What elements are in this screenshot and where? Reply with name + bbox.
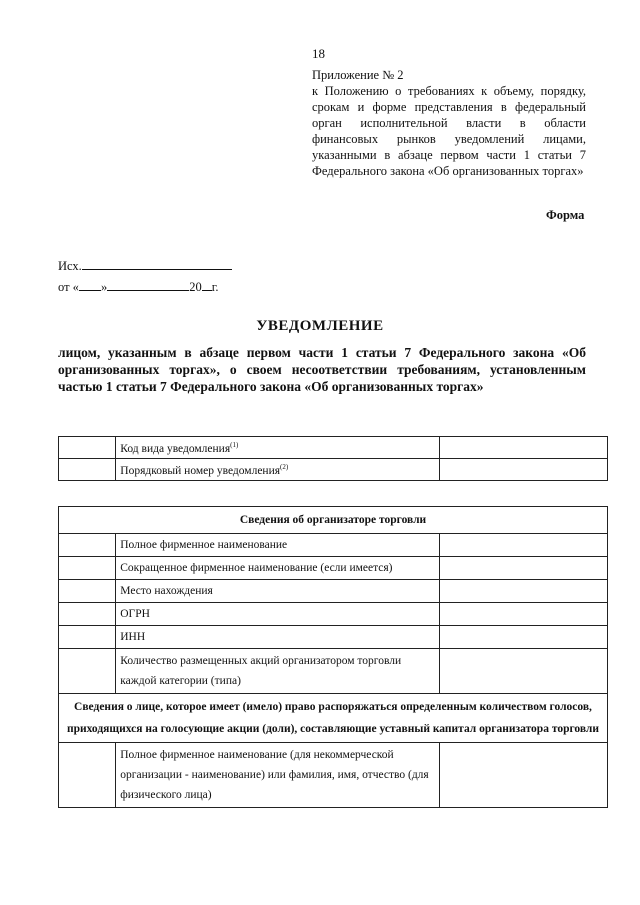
- date-line: [58, 278, 219, 295]
- date-day-field[interactable]: [79, 278, 101, 291]
- outgoing-number-field[interactable]: [82, 257, 232, 270]
- row-label: Сокращенное фирменное наименование (если имеется): [116, 557, 440, 580]
- row-label: Количество размещенных акций организатором торговли каждой категории (типа): [116, 649, 440, 694]
- table-row: [59, 626, 608, 649]
- organizer-info-table: [58, 506, 608, 808]
- value-cell[interactable]: [439, 580, 607, 603]
- table-cell: [116, 437, 439, 459]
- date-prefix: от «: [58, 280, 79, 294]
- date-mid: »: [100, 280, 108, 294]
- date-year-prefix: 20: [189, 280, 202, 294]
- table-row: [59, 557, 608, 580]
- table-cell: [59, 626, 116, 649]
- table-row: [59, 580, 608, 603]
- value-cell[interactable]: [439, 557, 607, 580]
- row-label: ИНН: [116, 626, 440, 649]
- page-number: 18: [312, 46, 325, 61]
- document-title: УВЕДОМЛЕНИЕ: [256, 318, 384, 334]
- section-header: Сведения об организаторе торговли: [59, 507, 608, 534]
- table-row: [59, 459, 608, 481]
- date-suffix: г.: [211, 280, 219, 294]
- appendix-text: к Положению о требованиях к объему, порядку, срокам и форме представления в федеральный орган исполнительной власти в области финансовых рынков уведомлений лицами, указанными в абзаце первом части 1 статьи 7 Федерального закона «Об организованных торгах»: [312, 84, 586, 178]
- date-month-field[interactable]: [107, 278, 189, 291]
- table-cell: [59, 603, 116, 626]
- row-label: Код вида уведомления: [120, 442, 231, 455]
- table-cell: [59, 649, 116, 694]
- table-cell: [59, 580, 116, 603]
- table-cell: [59, 557, 116, 580]
- outgoing-number-line: [58, 257, 232, 274]
- table-row: [59, 743, 608, 808]
- value-cell[interactable]: [439, 649, 607, 694]
- table-row: [59, 603, 608, 626]
- value-cell[interactable]: [439, 437, 607, 459]
- footnote-marker: (1): [230, 440, 239, 449]
- row-label: Полное фирменное наименование (для некоммерческой организации - наименование) или фамилия, имя, отчество (для физического лица): [116, 743, 440, 808]
- table-cell: [116, 459, 439, 481]
- table-row: [59, 649, 608, 694]
- form-label: Форма: [546, 208, 585, 222]
- table-cell: [59, 437, 116, 459]
- row-label: Полное фирменное наименование: [116, 534, 440, 557]
- footnote-marker: (2): [280, 462, 289, 471]
- section-header-row: [59, 507, 608, 534]
- row-label: Порядковый номер уведомления: [120, 464, 281, 477]
- row-label: Место нахождения: [116, 580, 440, 603]
- row-label: ОГРН: [116, 603, 440, 626]
- notification-code-table: [58, 436, 608, 481]
- table-cell: [59, 534, 116, 557]
- outgoing-label: Исх.: [58, 259, 82, 273]
- value-cell[interactable]: [439, 626, 607, 649]
- appendix-title: Приложение № 2: [312, 68, 404, 82]
- table-cell: [59, 743, 116, 808]
- table-row: [59, 437, 608, 459]
- value-cell[interactable]: [439, 603, 607, 626]
- document-subtitle: лицом, указанным в абзаце первом части 1 статьи 7 Федерального закона «Об организованных торгах», о своем несоответствии требованиям, установленным частью 1 статьи 7 Федерального закона «Об организованных торгах»: [58, 345, 586, 394]
- table-row: [59, 534, 608, 557]
- table-cell: [59, 459, 116, 481]
- date-year-field[interactable]: [202, 278, 212, 291]
- value-cell[interactable]: [439, 743, 607, 808]
- section-header-row: [59, 694, 608, 743]
- appendix-block: [312, 67, 586, 179]
- section-header: Сведения о лице, которое имеет (имело) право распоряжаться определенным количеством голосов, приходящихся на голосующие акции (доли), составляющие уставный капитал организатора торговли: [59, 694, 608, 743]
- value-cell[interactable]: [439, 534, 607, 557]
- value-cell[interactable]: [439, 459, 607, 481]
